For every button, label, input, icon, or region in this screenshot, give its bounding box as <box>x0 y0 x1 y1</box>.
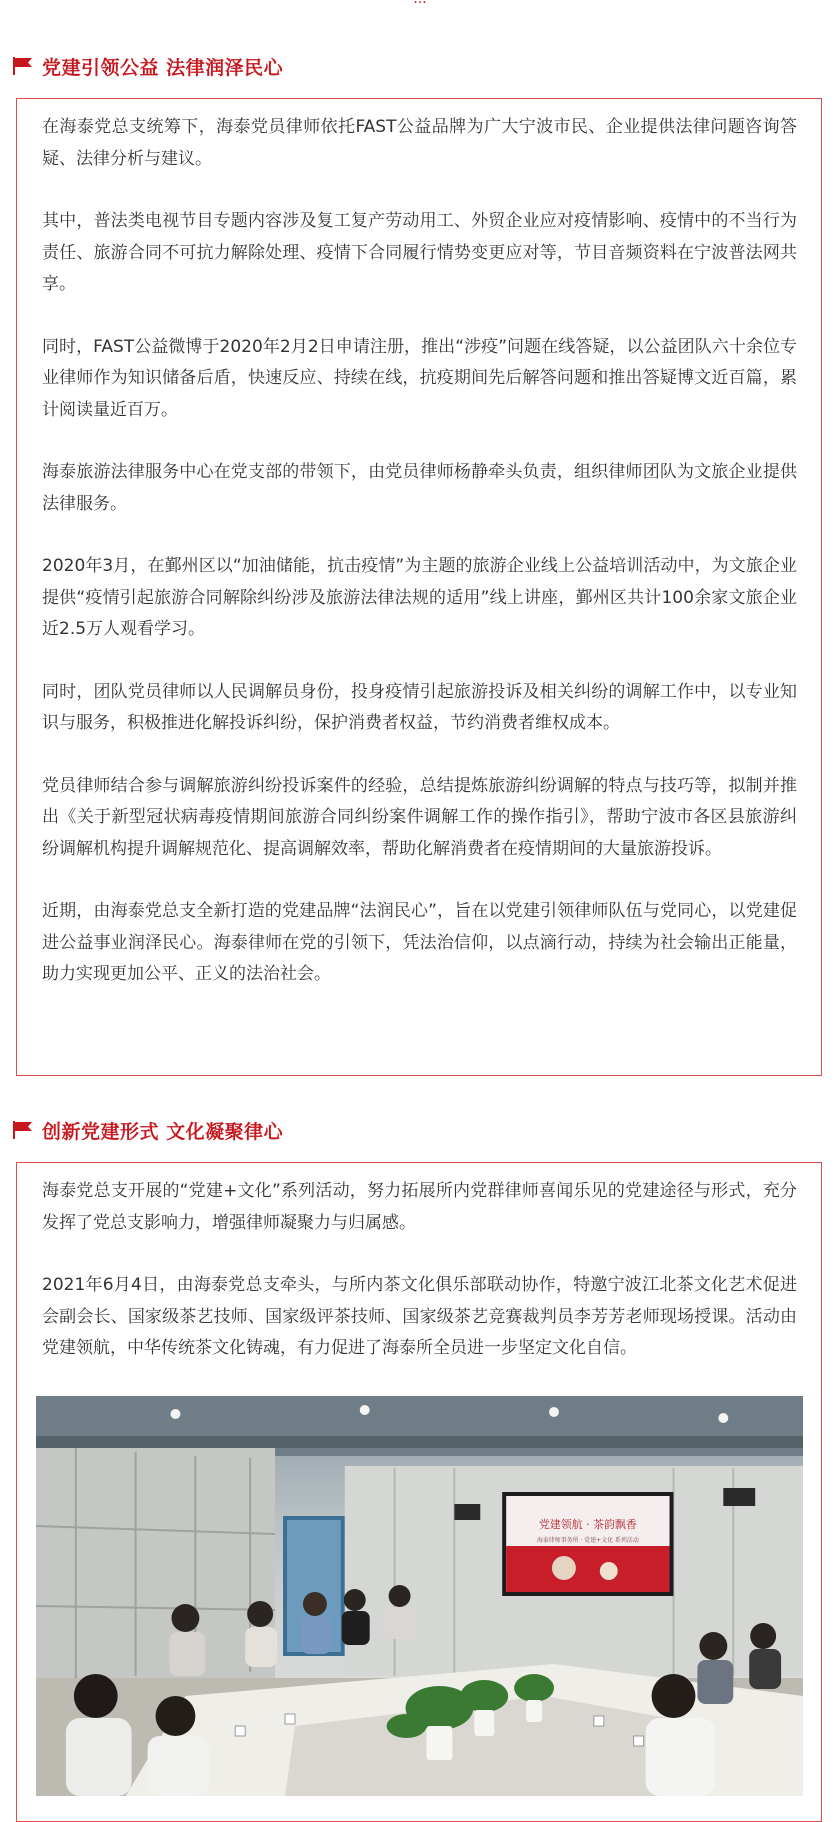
top-ornament: ··· <box>413 0 427 11</box>
paragraph: 党员律师结合参与调解旅游纠纷投诉案件的经验，总结提炼旅游纠纷调解的特点与技巧等，拟制并推出《关于新型冠状病毒疫情期间旅游合同纠纷案件调解工作的操作指引》，帮助宁波市各区县旅游纠纷调解机构提升调解规范化、提高调解效率，帮助化解消费者在疫情期间的大量旅游投诉。 <box>42 775 797 859</box>
paragraph: 同时，团队党员律师以人民调解员身份，投身疫情引起旅游投诉及相关纠纷的调解工作中，以专业知识与服务，积极推进化解投诉纠纷，保护消费者权益，节约消费者维权成本。 <box>42 681 797 733</box>
flag-icon <box>12 1120 34 1140</box>
paragraph: 近期，由海泰党总支全新打造的党建品牌“法润民心”，旨在以党建引领律师队伍与党同心，以党建促进公益事业润泽民心。海泰律师在党的引领下，凭法治信仰，以点滴行动，持续为社会输出正能量，助力实现更加公平、正义的法治社会。 <box>42 901 797 984</box>
tea-event-photo <box>36 1396 803 1796</box>
screen-subtitle: 海泰律师事务所 · 党建+文化 系列活动 <box>536 1536 639 1544</box>
section-content-box-1 <box>16 98 822 1076</box>
paragraph: 同时，FAST公益微博于2020年2月2日申请注册，推出“涉疫”问题在线答疑，以公益团队六十余位专业律师作为知识储备后盾，快速反应、持续在线，抗疫期间先后解答问题和推出答疑博文近百篇，累计阅读量近百万。 <box>42 336 797 420</box>
section-heading-1 <box>12 52 283 80</box>
paragraph: 其中，普法类电视节目专题内容涉及复工复产劳动用工、外贸企业应对疫情影响、疫情中的不当行为责任、旅游合同不可抗力解除处理、疫情下合同履行情势变更应对等，节目音频资料在宁波普法网共享。 <box>42 211 797 294</box>
section-title: 党建引领公益 法律润泽民心 <box>42 56 284 79</box>
paragraph: 海泰旅游法律服务中心在党支部的带领下，由党员律师杨静牵头负责，组织律师团队为文旅企业提供法律服务。 <box>42 462 797 514</box>
flag-icon <box>12 56 34 76</box>
paragraph: 在海泰党总支统筹下，海泰党员律师依托FAST公益品牌为广大宁波市民、企业提供法律问题咨询答疑、法律分析与建议。 <box>42 117 797 169</box>
section-content-box-2 <box>16 1162 822 1822</box>
section-heading-2 <box>12 1116 283 1144</box>
paragraph: 海泰党总支开展的“党建+文化”系列活动，努力拓展所内党群律师喜闻乐见的党建途径与形式，充分发挥了党总支影响力，增强律师凝聚力与归属感。 <box>42 1181 797 1233</box>
screen-title: 党建领航 · 茶韵飘香 <box>538 1517 637 1531</box>
meeting-room-illustration <box>36 1396 803 1796</box>
paragraph: 2020年3月，在鄞州区以“加油储能，抗击疫情”为主题的旅游企业线上公益培训活动中，为文旅企业提供“疫情引起旅游合同解除纠纷涉及旅游法律法规的适用”线上讲座，鄞州区共计100余家文旅企业近2.5万人观看学习。 <box>42 556 797 639</box>
paragraph: 2021年6月4日，由海泰党总支牵头，与所内茶文化俱乐部联动协作，特邀宁波江北茶文化艺术促进会副会长、国家级茶艺技师、国家级评茶技师、国家级茶艺竞赛裁判员李芳芳老师现场授课。活动由党建领航，中华传统茶文化铸魂，有力促进了海泰所全员进一步坚定文化自信。 <box>42 1275 797 1358</box>
section-title: 创新党建形式 文化凝聚律心 <box>42 1120 284 1143</box>
